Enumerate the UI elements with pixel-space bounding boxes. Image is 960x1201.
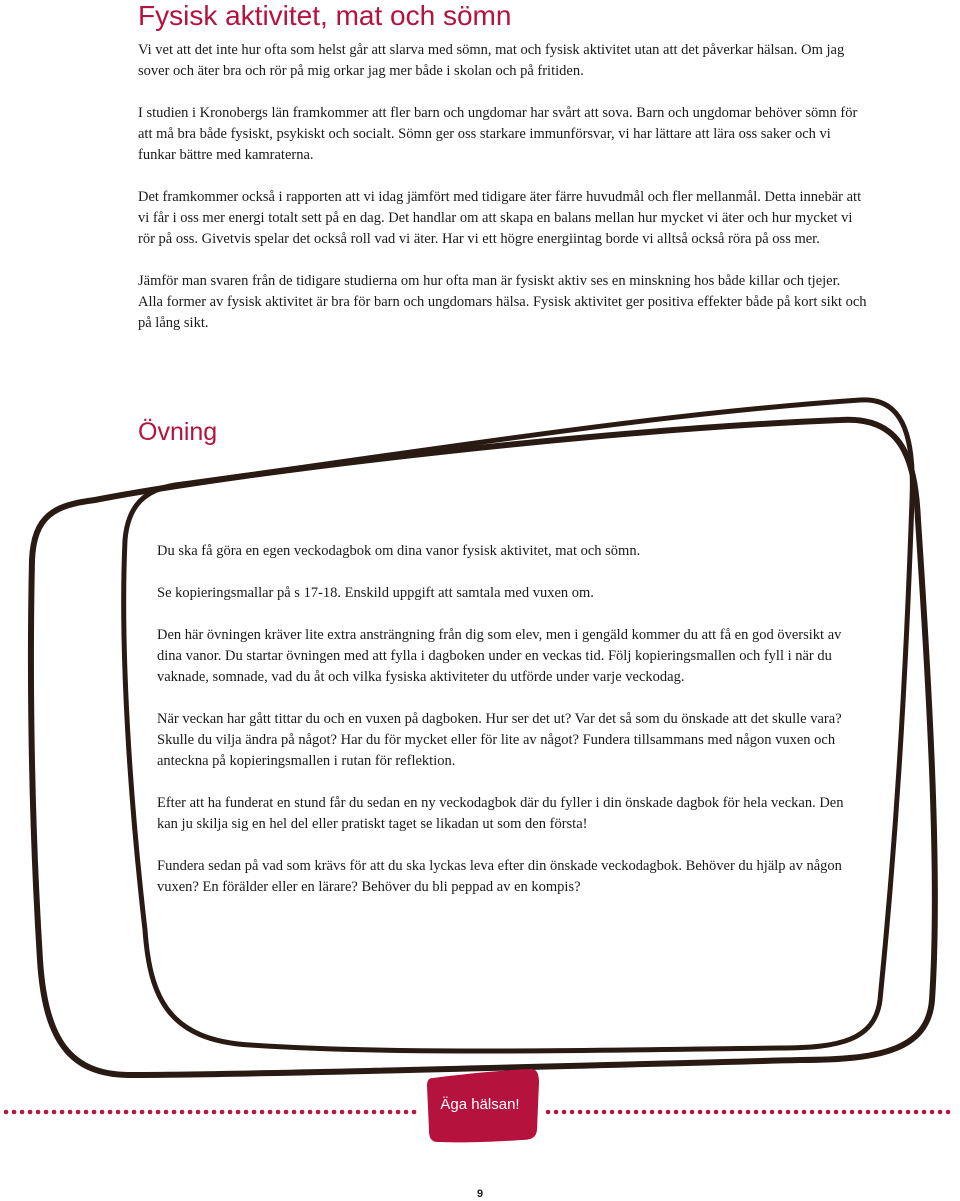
page-number: 9 bbox=[476, 1188, 484, 1200]
exercise-paragraph: Den här övningen kräver lite extra ansträngning från dig som elev, men i gengäld kommer du att få en god översikt av dina vanor. Du startar övningen med att fylla i dagboken under en veckas tid. Följ kopieringsmallen och fyll i när du vaknade, somnade, vad du åt och vilka fysiska aktiviteter du utförde under varje veckodag. bbox=[157, 627, 842, 685]
exercise-paragraph: Du ska få göra en egen veckodagbok om dina vanor fysisk aktivitet, mat och sömn. bbox=[157, 543, 641, 559]
exercise-paragraph: Se kopieringsmallar på s 17-18. Enskild uppgift att samtala med vuxen om. bbox=[157, 585, 594, 601]
intro-paragraph: I studien i Kronobergs län framkommer att fler barn och ungdomar har svårt att sova. Barn och ungdomar behöver sömn för att må bra både fysiskt, psykiskt och socialt. Sömn ger oss starkare immunförsvar, vi har lättare att lära oss saker och vi funkar bättre med kamraterna. bbox=[138, 105, 858, 163]
exercise-title: Övning bbox=[138, 418, 218, 446]
intro-text bbox=[138, 40, 868, 355]
exercise-paragraph: Fundera sedan på vad som krävs för att du ska lyckas leva efter din önskade veckodagbok. Behöver du hjälp av någon vuxen? En förälder eller en lärare? Behöver du bli peppad av en kompis? bbox=[157, 858, 842, 895]
exercise-paragraph: När veckan har gått tittar du och en vuxen på dagboken. Hur ser det ut? Var det så som du önskade att det skulle vara? Skulle du vilja ändra på något? Har du för mycket eller för lite av något? Fundera tillsammans med någon vuxen och anteckna på kopieringsmallen i rutan för reflektion. bbox=[157, 711, 842, 769]
badge-label: Äga hälsan! bbox=[440, 1096, 520, 1113]
intro-paragraph: Det framkommer också i rapporten att vi idag jämfört med tidigare äter färre huvudmål och fler mellanmål. Detta innebär att vi får i oss mer energi totalt sett på en dag. Det handlar om att skapa en balans mellan hur mycket vi äter och hur mycket vi rör på oss. Givetvis spelar det också roll vad vi äter. Har vi ett högre energiintag borde vi alltså också röra på oss mer. bbox=[138, 189, 862, 247]
page-title: Fysisk aktivitet, mat och sömn bbox=[138, 0, 512, 31]
exercise-text bbox=[157, 541, 857, 919]
intro-paragraph: Jämför man svaren från de tidigare studierna om hur ofta man är fysiskt aktiv ses en minskning hos både killar och tjejer. Alla former av fysisk aktivitet är bra för barn och ungdomars hälsa. Fysisk aktivitet ger positiva effekter både på kort sikt och på lång sikt. bbox=[138, 273, 867, 331]
exercise-paragraph: Efter att ha funderat en stund får du sedan en ny veckodagbok där du fyller i din önskade dagbok för hela veckan. Den kan ju skilja sig en hel del eller pratiskt taget se likadan ut som den första! bbox=[157, 795, 844, 832]
intro-paragraph: Vi vet att det inte hur ofta som helst går att slarva med sömn, mat och fysisk aktivitet utan att det påverkar hälsan. Om jag sover och äter bra och rör på mig orkar jag mer både i skolan och på fritiden. bbox=[138, 42, 845, 79]
